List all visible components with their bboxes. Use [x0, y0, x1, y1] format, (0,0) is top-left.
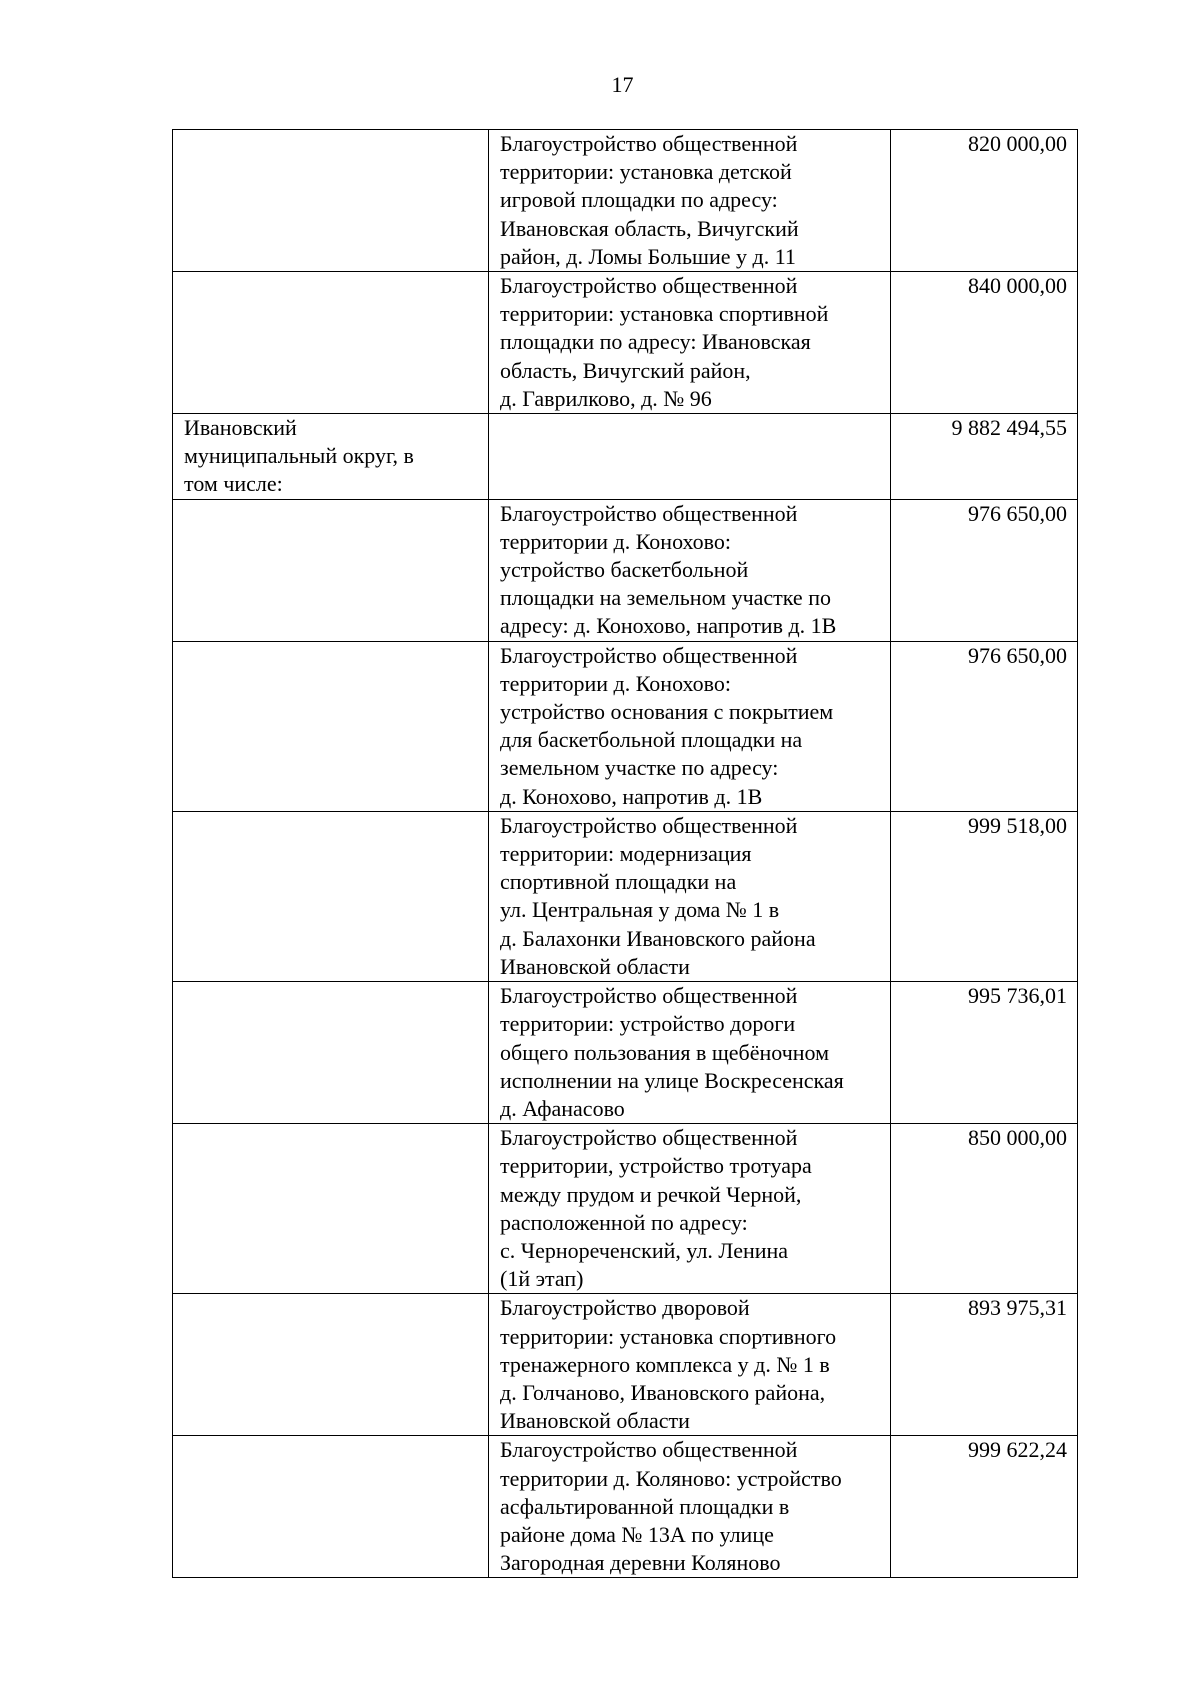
- district-cell: [173, 499, 489, 641]
- amount-cell: 995 736,01: [891, 982, 1078, 1124]
- table-row: [173, 1294, 1078, 1436]
- amount-cell: 820 000,00: [891, 130, 1078, 272]
- project-cell: Благоустройство общественной территории д. Конохово: устройство основания с покрытием для баскетбольной площадки на земельном участке по адресу: д. Конохово, напротив д. 1В: [489, 641, 891, 811]
- table-row-district-total: [173, 414, 1078, 500]
- project-cell: Благоустройство общественной территории д. Коляново: устройство асфальтированной площадки в районе дома № 13А по улице Загородная деревни Коляново: [489, 1436, 891, 1578]
- district-cell: [173, 982, 489, 1124]
- project-cell: Благоустройство общественной территории д. Конохово: устройство баскетбольной площадки на земельном участке по адресу: д. Конохово, напротив д. 1В: [489, 499, 891, 641]
- project-cell: Благоустройство общественной территории: установка детской игровой площадки по адресу: Ивановская область, Вичугский район, д. Ломы Большие у д. 11: [489, 130, 891, 272]
- amount-cell: 850 000,00: [891, 1124, 1078, 1294]
- amount-cell: 999 622,24: [891, 1436, 1078, 1578]
- table-row: [173, 641, 1078, 811]
- table-row: [173, 1124, 1078, 1294]
- table-row: [173, 1436, 1078, 1578]
- district-cell: [173, 641, 489, 811]
- table-row: [173, 811, 1078, 981]
- amount-cell: 840 000,00: [891, 272, 1078, 414]
- district-cell: [173, 1124, 489, 1294]
- table-row: [173, 499, 1078, 641]
- amount-cell: 9 882 494,55: [891, 414, 1078, 500]
- district-cell: [173, 1294, 489, 1436]
- district-cell: [173, 130, 489, 272]
- district-cell: Ивановский муниципальный округ, в том числе:: [173, 414, 489, 500]
- amount-cell: 999 518,00: [891, 811, 1078, 981]
- amount-cell: 893 975,31: [891, 1294, 1078, 1436]
- amount-cell: 976 650,00: [891, 499, 1078, 641]
- district-cell: [173, 1436, 489, 1578]
- project-cell: Благоустройство общественной территории: модернизация спортивной площадки на ул. Центральная у дома № 1 в д. Балахонки Ивановского района Ивановской области: [489, 811, 891, 981]
- table-row: [173, 272, 1078, 414]
- table-row: [173, 130, 1078, 272]
- project-cell: Благоустройство общественной территории: устройство дороги общего пользования в щебёночном исполнении на улице Воскресенская д. Афанасово: [489, 982, 891, 1124]
- project-cell: Благоустройство общественной территории, устройство тротуара между прудом и речкой Черной, расположенной по адресу: с. Чернореченский, ул. Ленина (1й этап): [489, 1124, 891, 1294]
- amount-cell: 976 650,00: [891, 641, 1078, 811]
- project-cell: Благоустройство дворовой территории: установка спортивного тренажерного комплекса у д. № 1 в д. Голчаново, Ивановского района, Ивановской области: [489, 1294, 891, 1436]
- district-cell: [173, 272, 489, 414]
- project-cell: [489, 414, 891, 500]
- district-cell: [173, 811, 489, 981]
- page-number: 17: [611, 72, 634, 97]
- project-cell: Благоустройство общественной территории: установка спортивной площадки по адресу: Ивановская область, Вичугский район, д. Гаврилково, д. № 96: [489, 272, 891, 414]
- budget-table: [172, 129, 1078, 1578]
- table-row: [173, 982, 1078, 1124]
